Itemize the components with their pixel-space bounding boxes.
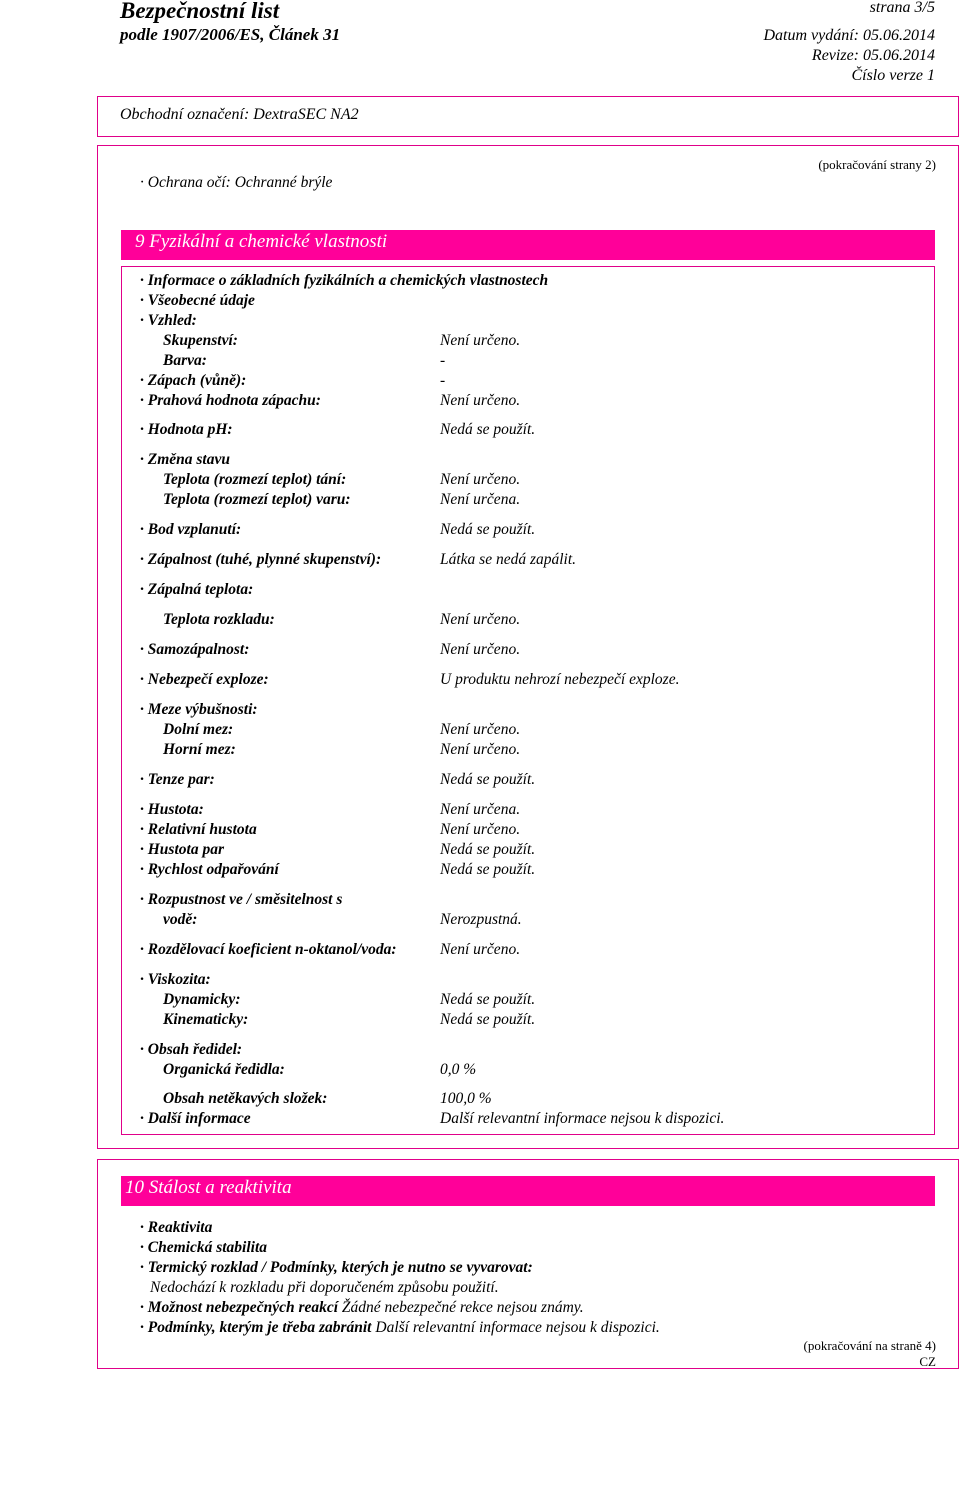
stability-item — [140, 1259, 533, 1277]
property-value: U produktu nehrozí nebezpečí exploze. — [440, 671, 680, 688]
property-value: 0,0 % — [440, 1061, 477, 1078]
property-value: Není určeno. — [440, 741, 521, 758]
property-label: · Hustota: — [140, 801, 204, 818]
property-label: · Všeobecné údaje — [140, 292, 255, 309]
property-label: Teplota (rozmezí teplot) tání: — [163, 471, 347, 488]
property-label: Obsah netěkavých složek: — [163, 1090, 328, 1107]
stability-label: · Reaktivita — [140, 1219, 213, 1236]
page-number: strana 3/5 — [869, 0, 935, 16]
property-label: Dolní mez: — [163, 721, 234, 738]
eye-protection: · Ochrana očí: Ochranné brýle — [140, 174, 333, 191]
property-label: · Nebezpečí exploze: — [140, 671, 269, 688]
stability-label: · Podmínky, kterým je třeba zabránit — [140, 1319, 372, 1336]
continued-from-note: (pokračování strany 2) — [818, 157, 936, 172]
issue-date: Datum vydání: 05.06.2014 — [763, 27, 935, 44]
language-code: CZ — [919, 1354, 936, 1369]
property-value: Není určeno. — [440, 941, 521, 958]
property-label: Teplota rozkladu: — [163, 611, 275, 628]
property-value: Nedá se použít. — [440, 771, 536, 788]
section9-header — [121, 230, 935, 260]
stability-item — [140, 1299, 584, 1317]
property-label: · Hodnota pH: — [140, 421, 233, 438]
property-value: - — [440, 352, 446, 369]
property-value: Nedá se použít. — [440, 1011, 536, 1028]
continued-to-note: (pokračování na straně 4) — [803, 1338, 936, 1353]
stability-label: · Chemická stabilita — [140, 1239, 268, 1256]
stability-label: · Možnost nebezpečných reakcí — [140, 1299, 339, 1316]
property-value: Není určeno. — [440, 821, 521, 838]
property-label: · Rozdělovací koeficient n-oktanol/voda: — [140, 941, 397, 958]
property-value: Nedá se použít. — [440, 861, 536, 878]
stability-item — [140, 1319, 660, 1337]
property-value: Není určeno. — [440, 392, 521, 409]
property-value: 100,0 % — [440, 1090, 492, 1107]
property-label: · Informace o základních fyzikálních a chemických vlastnostech — [140, 272, 549, 289]
document-title: Bezpečnostní list — [120, 0, 280, 23]
property-label: Teplota (rozmezí teplot) varu: — [163, 491, 351, 508]
property-label: · Změna stavu — [140, 451, 230, 468]
stability-item — [150, 1279, 499, 1297]
property-label: · Meze výbušnosti: — [140, 701, 258, 718]
property-label: · Vzhled: — [140, 312, 197, 329]
property-value: Látka se nedá zapálit. — [440, 551, 577, 568]
property-value: Nedá se použít. — [440, 991, 536, 1008]
property-label: vodě: — [163, 911, 198, 928]
section10-title: 10 Stálost a reaktivita — [125, 1177, 292, 1198]
property-value: Nedá se použít. — [440, 841, 536, 858]
revision-date: Revize: 05.06.2014 — [811, 47, 935, 64]
property-label: Dynamicky: — [163, 991, 241, 1008]
property-label: · Viskozita: — [140, 971, 211, 988]
property-label: · Obsah ředidel: — [140, 1041, 243, 1058]
property-value: Není určeno. — [440, 471, 521, 488]
property-label: Organická ředidla: — [163, 1061, 285, 1078]
property-label: · Další informace — [140, 1110, 251, 1127]
regulation-subtitle: podle 1907/2006/ES, Článek 31 — [120, 25, 341, 44]
property-label: · Zápalnost (tuhé, plynné skupenství): — [140, 551, 382, 568]
property-label: · Tenze par: — [140, 771, 215, 788]
property-value: Není určena. — [440, 491, 521, 508]
property-label: · Zápach (vůně): — [140, 372, 247, 389]
property-value: Nedá se použít. — [440, 421, 536, 438]
property-label: · Prahová hodnota zápachu: — [140, 392, 321, 409]
property-value: - — [440, 372, 446, 389]
property-value: Není určeno. — [440, 611, 521, 628]
property-label: · Bod vzplanutí: — [140, 521, 242, 538]
trade-name: Obchodní označení: DextraSEC NA2 — [120, 106, 359, 123]
property-value: Není určeno. — [440, 641, 521, 658]
section9-title: 9 Fyzikální a chemické vlastnosti — [135, 231, 388, 252]
stability-text: Další relevantní informace nejsou k dispozici. — [375, 1319, 660, 1336]
property-label: · Relativní hustota — [140, 821, 257, 838]
property-label: · Samozápalnost: — [140, 641, 250, 658]
property-label: · Hustota par — [140, 841, 224, 858]
property-value: Nedá se použít. — [440, 521, 536, 538]
property-value: Není určeno. — [440, 721, 521, 738]
stability-label: · Termický rozklad / Podmínky, kterých je nutno se vyvarovat: — [140, 1259, 533, 1276]
stability-item — [140, 1239, 267, 1257]
property-label: Horní mez: — [163, 741, 236, 758]
property-value: Není určeno. — [440, 332, 521, 349]
property-value: Další relevantní informace nejsou k dispozici. — [440, 1110, 725, 1127]
property-label: Skupenství: — [163, 332, 238, 349]
section10-header — [121, 1176, 935, 1206]
trade-name-box — [97, 96, 959, 137]
property-label: · Zápalná teplota: — [140, 581, 254, 598]
version-number: Číslo verze 1 — [851, 67, 935, 84]
property-value: Nerozpustná. — [440, 911, 522, 928]
stability-item — [140, 1219, 212, 1237]
property-value: Není určena. — [440, 801, 521, 818]
stability-text: Žádné nebezpečné rekce nejsou známy. — [341, 1299, 584, 1316]
stability-text: Nedochází k rozkladu při doporučeném způsobu použití. — [150, 1279, 499, 1296]
property-label: · Rozpustnost ve / směsitelnost s — [140, 891, 343, 908]
property-label: Kinematicky: — [163, 1011, 249, 1028]
property-label: · Rychlost odpařování — [140, 861, 279, 878]
property-label: Barva: — [163, 352, 207, 369]
